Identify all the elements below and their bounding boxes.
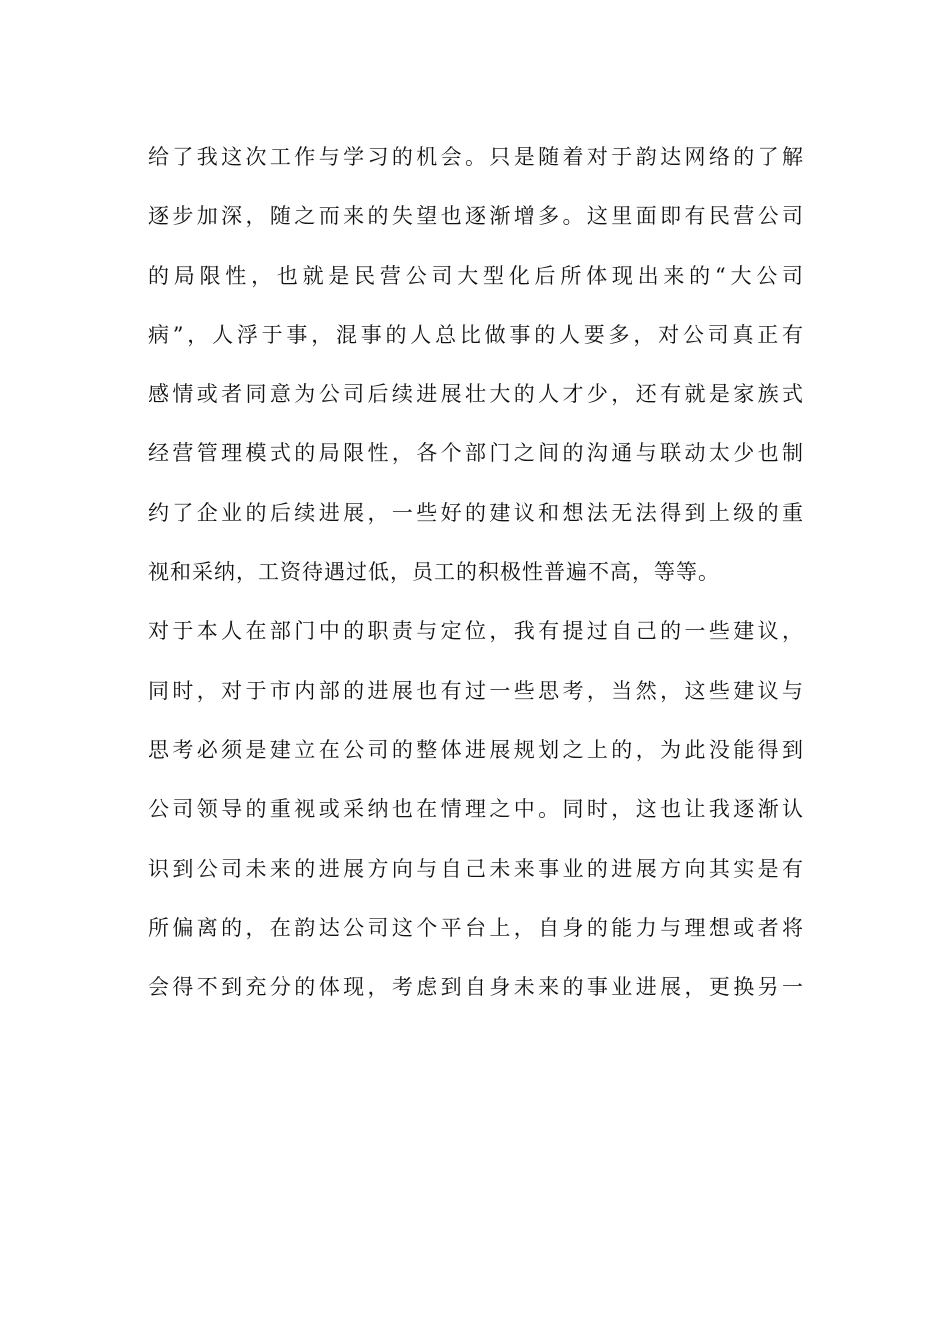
text-line: 识到公司未来的进展方向与自己未来事业的进展方向其实是有: [148, 856, 804, 881]
text-line: 约了企业的后续进展，一些好的建议和想法无法得到上级的重: [148, 500, 804, 525]
text-line: 逐步加深，随之而来的失望也逐渐增多。这里面即有民营公司: [148, 204, 804, 229]
text-line: 所偏离的，在韵达公司这个平台上，自身的能力与理想或者将: [148, 915, 804, 940]
text-line: 视和采纳，工资待遇过低，员工的积极性普遍不高，等等。: [148, 560, 720, 585]
text-line: 公司领导的重视或采纳也在情理之中。同时，这也让我逐渐认: [148, 797, 804, 822]
text-line: 会得不到充分的体现，考虑到自身未来的事业进展，更换另一: [148, 975, 804, 1000]
document-body: [148, 128, 804, 1017]
text-line: 经营管理模式的局限性，各个部门之间的沟通与联动太少也制: [148, 441, 804, 466]
text-line: 思考必须是建立在公司的整体进展规划之上的，为此没能得到: [148, 737, 804, 762]
paragraph-2: [148, 602, 804, 1017]
text-line: 病”，人浮于事，混事的人总比做事的人要多，对公司真正有: [148, 322, 804, 347]
paragraph-1: [148, 128, 804, 602]
text-line: 感情或者同意为公司后续进展壮大的人才少，还有就是家族式: [148, 382, 804, 407]
text-line: 同时，对于市内部的进展也有过一些思考，当然，这些建议与: [148, 678, 804, 703]
text-line: 给了我这次工作与学习的机会。只是随着对于韵达网络的了解: [148, 145, 804, 169]
text-line: 对于本人在部门中的职责与定位，我有提过自己的一些建议，: [148, 619, 804, 644]
text-line: 的局限性，也就是民营公司大型化后所体现出来的“大公司: [148, 263, 804, 288]
